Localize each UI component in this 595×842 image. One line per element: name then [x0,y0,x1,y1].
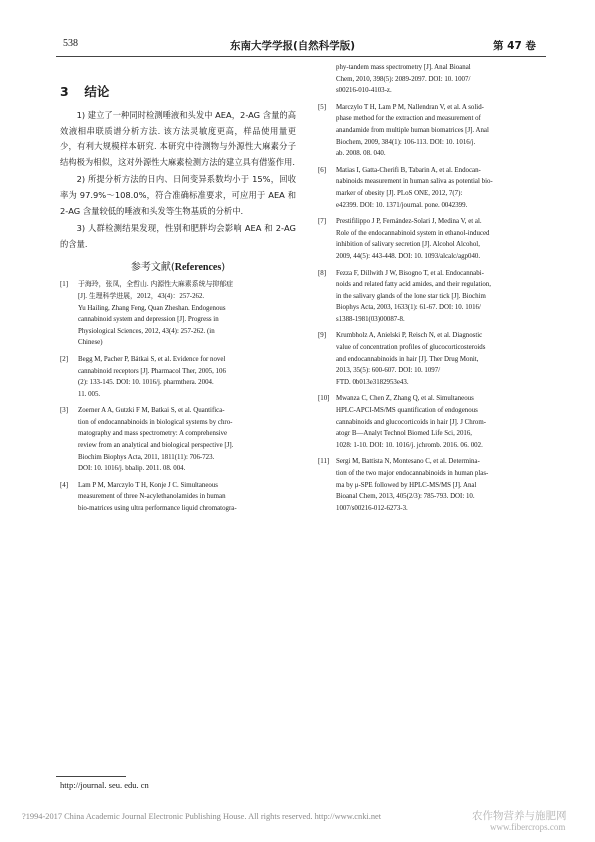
reference-line: in the salivary glands of the lone star tick [J]. Biochim [336,292,486,300]
reference-number: [7] [318,218,327,226]
reference-line: bio-matrices using ultra performance liquid chromatogra- [78,505,237,513]
reference-line: cannabinoid receptors [J]. Pharmacol Ther, 2005, 106 [78,367,226,375]
reference-item [318,330,550,388]
section-number: 3 [60,84,69,99]
reference-number: [11] [318,458,330,466]
reference-line: s00216-010-4103-z. [336,87,392,95]
reference-line: HPLC-APCI-MS/MS quantification of endogenous [336,407,478,415]
reference-line: e42399. DOI: 10. 1371/journal. pone. 0042399. [336,201,468,209]
reference-number: [10] [318,395,330,403]
reference-line: tion of the two major endocannabinoids in human plas- [336,470,489,477]
reference-number: [9] [318,332,327,340]
reference-line: review from an analytical and biological perspective [J]. [78,442,234,450]
reference-line: Bioanal Chem, 2013, 405(2/3): 785-793. DOI: 10. [336,493,475,501]
reference-line: Chinese) [78,339,103,347]
reference-line: Lam P M, Marczylo T H, Konje J C. Simultaneous [78,481,218,489]
reference-line: s1388-1981(03)00087-8. [336,315,405,323]
reference-number: [1] [60,281,69,289]
reference-line: Prestifilippo J P, Fernández-Solari J, Medina V, et al. [336,218,482,226]
left-column [60,64,296,520]
reference-number: [4] [60,481,69,489]
reference-line: nabinoids measurement in human saliva as potential bio- [336,178,493,186]
reference-line: Biochim Biophys Acta, 2011, 1811(11): 706-723. [78,453,215,461]
copyright-notice: ?1994-2017 China Academic Journal Electronic Publishing House. All rights reserved. http://www.cnki.net [22,812,382,821]
references-heading-en: References [174,262,222,274]
reference-number: [5] [318,103,327,111]
section-heading [60,82,296,100]
reference-line: noids and related fatty acid amides, and their regulation, [336,281,491,289]
section-title: 结论 [84,84,110,99]
reference-line: Physiological Sciences, 2012, 43(4): 257-262. (in [78,327,215,335]
reference-line: anandamide from multiple human biomatrices [J]. Anal [336,126,489,134]
reference-line: phase method for the extraction and measurement of [336,115,481,123]
reference-line: Sergi M, Battista N, Montesano C, et al. Determina- [336,458,480,466]
reference-line: Marczylo T H, Lam P M, Nallendran V, et al. A solid- [336,103,484,111]
conclusion-paragraph: 1) 建立了一种同时检测唾液和头发中 AEA，2-AG 含量的高效液相串联质谱分析方法. 该方法灵敏度更高，样品使用量更少，有利大规模样本研究. 本研究中待测物与外源性大麻素分子结构极为相似，这对外源性大麻素检测方法的建立具有借鉴作用. [60,110,296,167]
reference-line: FTD. 0b013e3182953e43. [336,378,409,386]
reference-line: ab. 2008. 08. 040. [336,150,386,158]
reference-item [60,480,296,515]
reference-line: Fezza F, Dillwith J W, Bisogno T, et al. Endocannabi- [336,269,484,277]
reference-line: Chem, 2010, 398(5): 2089-2097. DOI: 10. 1007/ [336,75,471,83]
right-column [318,64,550,519]
reference-number: [8] [318,269,327,277]
reference-item [318,62,550,97]
reference-line: 2013, 35(5): 600-607. DOI: 10. 1097/ [336,367,441,375]
reference-line: (2): 133-145. DOI: 10. 1016/j. pharmthera. 2004. [78,379,214,387]
reference-item [60,354,296,400]
reference-line: Biophys Acta, 2003, 1633(1): 61-67. DOI: 10. 1016/ [336,304,481,312]
reference-line: Mwanza C, Chen Z, Zhang Q, et al. Simultaneous [336,395,474,403]
volume-label: 第 47 卷 [493,40,536,52]
reference-number: [3] [60,407,69,415]
conclusion-paragraph: 3) 人群检测结果发现，性别和肥胖均会影响 AEA 和 2-AG 的含量. [60,223,296,249]
reference-line: matography and mass spectrometry: A comprehensive [78,430,228,438]
reference-line: 1028: 1-10. DOI: 10. 1016/j. jchromb. 2016. 06. 002. [336,441,483,449]
reference-line: Matias I, Gatta-Cherifi B, Tabarin A, et al. Endocan- [336,166,481,174]
journal-url: http://journal. seu. edu. cn [60,780,149,790]
reference-line: atogr B—Analyt Technol Biomed Life Sci, 2016, [336,430,473,438]
references-heading-cn: 参考文献 [130,262,171,274]
conclusion-paragraph: 2) 所提分析方法的日内、日间变异系数均小于 15%，回收率为 97.9%～108.0%，符合准确标准要求，可应用于 AEA 和 2-AG 含量较低的唾液和头发等生物基质的分析中. [60,174,296,216]
reference-line: 于海玲，张凤，全哲山. 内源性大麻素系统与抑郁症 [78,281,234,289]
reference-line: [J]. 生理科学进展，2012，43(4)：257-262. [78,292,205,300]
reference-line: inhibition of salivary secretion [J]. Alcohol Alcohol, [336,241,480,249]
page-number: 538 [63,38,78,49]
reference-line: Role of the endocannabinoid system in ethanol-induced [336,229,490,237]
references-heading: 参考文献(References) [130,262,226,274]
reference-line: 11. 005. [78,390,101,398]
reference-line: marker of obesity [J]. PLoS ONE, 2012, 7(7): [336,189,463,197]
reference-item [318,165,550,211]
journal-title: 东南大学学报(自然科学版) [230,40,356,52]
reference-line: Biochem, 2009, 384(1): 106-113. DOI: 10. 1016/j. [336,138,476,146]
reference-line: phy-tandem mass spectrometry [J]. Anal Bioanal [336,64,471,71]
reference-line: 2009, 44(5): 443-448. DOI: 10. 1093/alcalc/agp040. [336,252,481,260]
reference-list-left [60,279,296,514]
footer-rule [56,776,126,777]
reference-item [60,279,296,349]
reference-line: value of concentration profiles of glucocorticosteroids [336,344,486,352]
reference-item [318,102,550,160]
reference-line: ma by μ-SPE followed by HPLC-MS/MS [J]. Anal [336,481,477,489]
reference-line: Krumbholz A, Anielski P, Reisch N, et al. Diagnostic [336,332,483,340]
reference-line: cannabinoid system and depression [J]. Progress in [78,316,219,324]
reference-number: [6] [318,166,327,174]
watermark-text: 农作物营养与施肥网 [472,810,567,822]
reference-number: [2] [60,355,69,363]
reference-item [318,216,550,262]
reference-item [318,268,550,326]
reference-line: Yu Hailing, Zhang Feng, Quan Zheshan. Endogenous [78,304,226,312]
reference-line: Zoerner A A, Gutzki F M, Batkai S, et al. Quantifica- [78,407,225,415]
reference-line: cannabinoids and glucocorticoids in hair [J]. J Chrom- [336,418,487,426]
reference-line: 1007/s00216-012-6273-3. [336,504,408,512]
watermark-url: www.fibercrops.com [490,822,566,832]
reference-item [318,393,550,451]
reference-line: Begg M, Pacher P, Bátkai S, et al. Evidence for novel [78,355,226,363]
reference-item [318,456,550,514]
header-rule [56,56,546,57]
reference-line: tion of endocannabinoids in biological systems by chro- [78,418,233,426]
reference-line: and endocannabinoids in hair [J]. Ther Drug Monit, [336,355,479,363]
reference-list-right [318,62,550,514]
reference-line: DOI: 10. 1016/j. bbalip. 2011. 08. 004. [78,465,186,473]
reference-item [60,405,296,475]
reference-line: measurement of three N-acylethanolamides in human [78,493,226,501]
